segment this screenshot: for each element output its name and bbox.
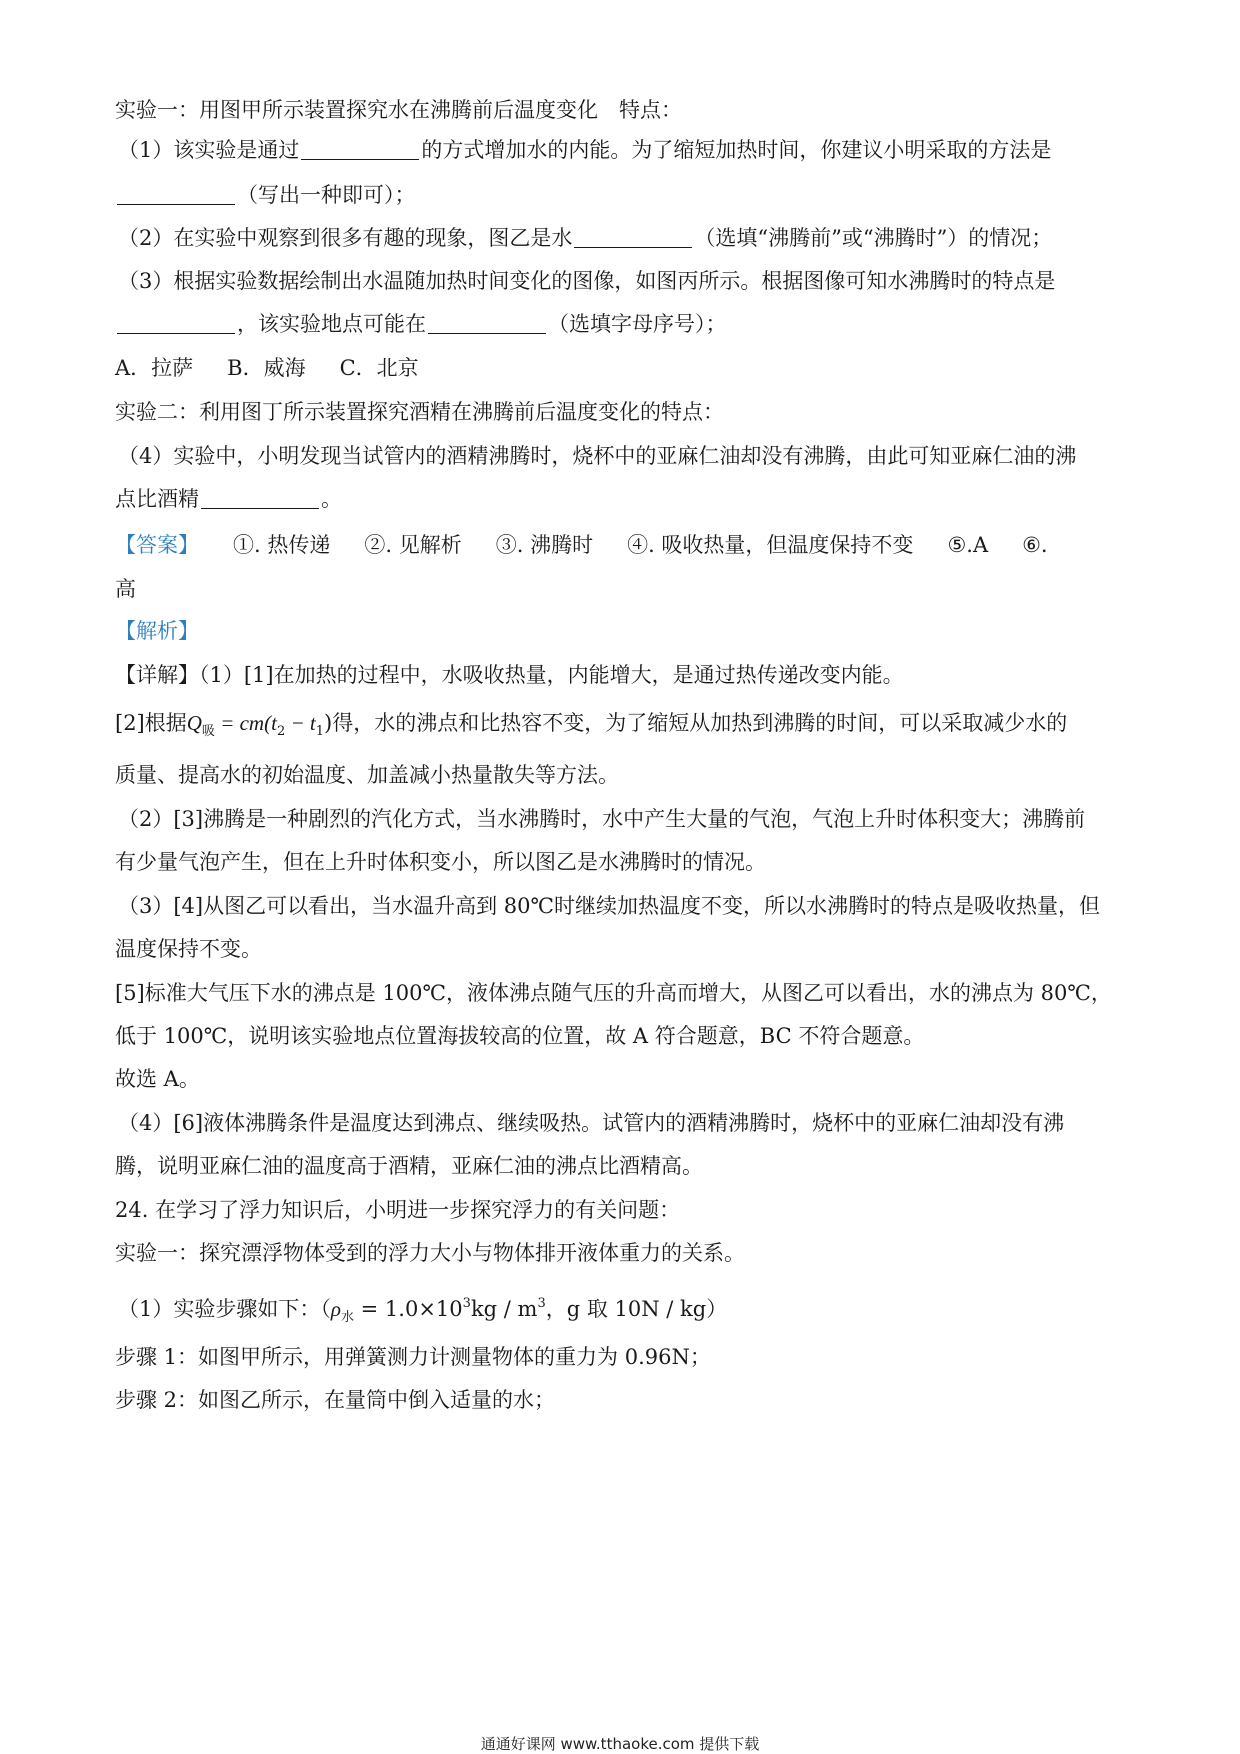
answer-2: ②. 见解析: [364, 533, 462, 557]
step-intro-text: （1）实验步骤如下：（: [118, 1297, 331, 1321]
option-b: B．威海: [227, 356, 306, 380]
answer-row: [115, 530, 1125, 560]
rho-sub: 水: [340, 1310, 354, 1325]
question-1-text-a: （1）该实验是通过: [118, 138, 300, 162]
question-4-line-1: （4）实验中，小明发现当试管内的酒精沸腾时，烧杯中的亚麻仁油却没有沸腾，由此可知亚麻仁油的沸: [118, 444, 1077, 468]
detail-5-line-3: 故选 A。: [115, 1067, 200, 1091]
question-3-text-b: ，该实验地点可能在: [237, 312, 426, 336]
question-3-line-2: [115, 309, 1125, 339]
rho-value: = 1.0×10: [353, 1297, 463, 1321]
question-4-text-c: 。: [321, 487, 342, 511]
answer-blank-4: [117, 311, 235, 334]
question-1-text-b: 的方式增加水的内能。为了缩短加热时间，你建议小明采取的方法是: [421, 138, 1052, 162]
detail-2-pre: [2]根据: [115, 711, 187, 735]
detail-4-line-2: 温度保持不变。: [115, 937, 262, 961]
question-2-text-a: （2）在实验中观察到很多有趣的现象，图乙是水: [118, 226, 573, 250]
question-4-line-2: [115, 484, 1125, 514]
answer-blank-6: [201, 486, 319, 509]
answer-blank-3: [574, 225, 692, 248]
question-1-line-1: [118, 135, 1128, 165]
step-1: 步骤 1：如图甲所示，用弹簧测力计测量物体的重力为 0.96N；: [115, 1345, 711, 1369]
g-value: ，g 取 10N / kg）: [545, 1297, 728, 1321]
formula-t1: 1: [315, 724, 325, 739]
answer-4: ④. 吸收热量，但温度保持不变: [627, 533, 914, 557]
question-2-text-b: （选填“沸腾前”或“沸腾时”）的情况；: [694, 226, 1053, 250]
rho-exponent: 3: [462, 1296, 471, 1311]
rho-unit-exponent: 3: [537, 1296, 546, 1311]
detail-2-line-2: 质量、提高水的初始温度、加盖减小热量散失等方法。: [115, 763, 619, 787]
step-2: 步骤 2：如图乙所示，在量筒中倒入适量的水；: [115, 1388, 556, 1412]
detail-5-line-2: 低于 100℃，说明该实验地点位置海拔较高的位置，故 A 符合题意，BC 不符合题意。: [115, 1024, 925, 1048]
experiment-1-title: 实验一：用图甲所示装置探究水在沸腾前后温度变化 特点：: [115, 98, 682, 122]
answer-3: ③. 沸腾时: [495, 533, 594, 557]
detail-1: [115, 660, 1125, 690]
detail-6-line-2: 腾，说明亚麻仁油的温度高于酒精，亚麻仁油的沸点比酒精高。: [115, 1154, 703, 1178]
option-a: A．拉萨: [115, 356, 194, 380]
detail-5-line-1: [5]标准大气压下水的沸点是 100℃，液体沸点随气压的升高而增大，从图乙可以看出，水的沸点为 80℃，: [115, 981, 1112, 1005]
page-footer: 通通好课网 www.tthaoke.com 提供下载: [480, 1735, 760, 1753]
detail-4-line-1: （3）[4]从图乙可以看出，当水温升高到 80℃时继续加热温度不变，所以水沸腾时的特点是吸收热量，但: [118, 894, 1100, 918]
formula-t2: 2: [276, 724, 286, 739]
question-3-line-1: （3）根据实验数据绘制出水温随加热时间变化的图像，如图丙所示。根据图像可知水沸腾时的特点是: [118, 269, 1056, 293]
answer-continuation: 高: [115, 577, 136, 601]
answer-label: 【答案】: [115, 533, 199, 557]
answer-6: ⑥.: [1022, 533, 1048, 557]
detail-3-line-2: 有少量气泡产生，但在上升时体积变小，所以图乙是水沸腾时的情况。: [115, 850, 766, 874]
detail-3-line-1: （2）[3]沸腾是一种剧烈的汽化方式，当水沸腾时，水中产生大量的气泡，气泡上升时体积变大；沸腾前: [118, 807, 1086, 831]
answer-blank-1: [301, 137, 419, 160]
detail-label: 【详解】: [115, 663, 199, 687]
formula-body: = cm(t: [214, 711, 277, 735]
answer-1: ①. 热传递: [233, 533, 331, 557]
rho-symbol: ρ: [330, 1297, 341, 1321]
answer-5: ⑤.A: [947, 533, 989, 557]
question-1-text-c: （写出一种即可）；: [237, 183, 416, 207]
experiment-2-title: 实验二：利用图丁所示装置探究酒精在沸腾前后温度变化的特点：: [115, 400, 724, 424]
formula-q: Q: [186, 711, 202, 735]
question-3-text-c: （选填字母序号）；: [548, 312, 727, 336]
option-c: C．北京: [339, 356, 419, 380]
answer-blank-5: [428, 311, 546, 334]
question-24-experiment-1: 实验一：探究漂浮物体受到的浮力大小与物体排开液体重力的关系。: [115, 1241, 745, 1265]
options-row: [115, 353, 1125, 383]
formula-q-sub: 吸: [201, 724, 215, 739]
formula-close: ): [324, 711, 333, 735]
detail-1-text: （1）[1]在加热的过程中，水吸收热量，内能增大，是通过热传递改变内能。: [199, 663, 904, 687]
formula-minus: − t: [285, 711, 316, 735]
question-24-title: 24. 在学习了浮力知识后，小明进一步探究浮力的有关问题：: [115, 1198, 681, 1222]
detail-2-line-1: [115, 708, 1125, 747]
answer-blank-2: [117, 182, 235, 205]
rho-unit: kg / m: [470, 1297, 538, 1321]
analysis-label: 【解析】: [115, 619, 199, 643]
detail-2-post: 得，水的沸点和比热容不变，为了缩短从加热到沸腾的时间，可以采取减少水的: [332, 711, 1068, 735]
question-1-line-2: [115, 180, 1125, 210]
question-4-text-b: 点比酒精: [115, 487, 199, 511]
question-24-step-intro: [118, 1289, 1128, 1333]
detail-6-line-1: （4）[6]液体沸腾条件是温度达到沸点、继续吸热。试管内的酒精沸腾时，烧杯中的亚麻仁油却没有沸: [118, 1111, 1065, 1135]
question-2: [118, 223, 1128, 253]
